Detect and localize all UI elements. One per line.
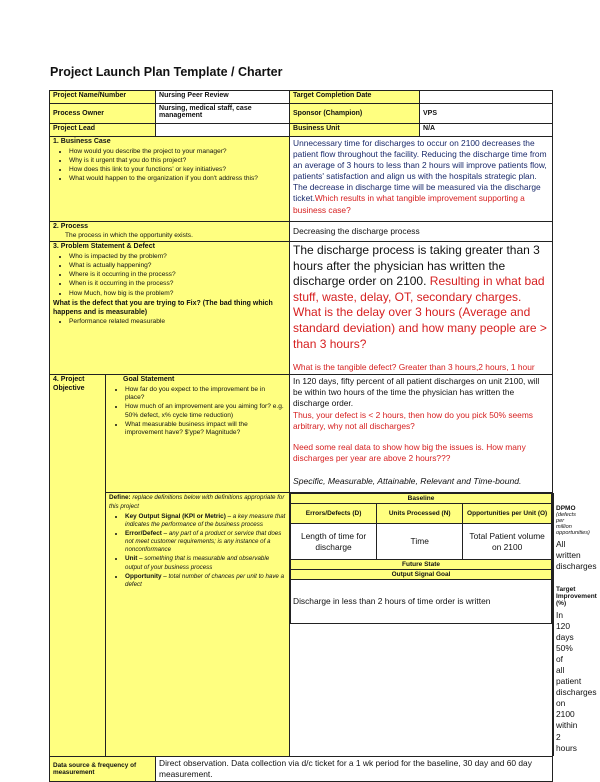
list-item: • How Much, how big is the problem? [69, 290, 286, 298]
list-item: • How much of an improvement are you aiming for? e.g. 50% defect, x% cycle time reduction) [125, 403, 286, 419]
objective-red-note-1: Thus, your defect is < 2 hours, then how do you pick 50% seems arbitrary, why not all discharges? [293, 409, 533, 431]
baseline-col-units: Units Processed (N) [377, 504, 463, 524]
list-item: • How would you describe the project to your manager? [69, 148, 286, 156]
problem-red-small: What is the tangible defect? Greater than 3 hours,2 hours, 1 hour [293, 362, 535, 373]
business-unit-label: Business Unit [290, 124, 420, 137]
process-text[interactable]: Decreasing the discharge process [290, 222, 553, 242]
list-item: • What is actually happening? [69, 262, 286, 270]
target-date-value[interactable] [420, 91, 553, 104]
project-name-label: Project Name/Number [50, 91, 156, 104]
baseline-units-value[interactable]: Time [377, 524, 463, 560]
business-case-label: 1. Business Case [53, 138, 111, 145]
baseline-opportunities-value[interactable]: Total Patient volume on 2100 [463, 524, 552, 560]
process-label: 2. Process [53, 223, 89, 230]
list-item: • What would happen to the organization if you don't address this? [69, 175, 286, 183]
project-lead-label: Project Lead [50, 124, 156, 137]
list-item: • Why is it urgent that you do this project? [69, 157, 286, 165]
list-item: • How does this link to your functions' or key initiatives? [69, 166, 286, 174]
output-signal-goal-value[interactable]: Discharge in less than 2 hours of time order is written [291, 580, 552, 624]
target-date-label: Target Completion Date [290, 91, 420, 104]
definition-desc: – total number of chances per unit to have a defect [125, 572, 285, 589]
define-label: Define: [109, 494, 131, 502]
objective-body: In 120 days, fifty percent of all patient discharges on unit 2100, will be within two hours of the time the physician has written the discharge order. [293, 376, 540, 409]
project-lead-value[interactable] [156, 124, 290, 137]
list-item: • Performance related measurable [69, 318, 286, 326]
problem-body: The discharge process is taking greater than 3 hours after the physician has written the discharge order on 2100. [293, 242, 540, 289]
business-case-red-note: Which results in what tangible improvement supporting a business case? [293, 193, 525, 215]
definitions-cell [106, 493, 290, 757]
baseline-title: Baseline [291, 494, 552, 504]
future-state-title: Future State [291, 560, 552, 570]
output-signal-goal-label: Output Signal Goal [291, 570, 552, 580]
problem-label: 3. Problem Statement & Defect [53, 242, 155, 250]
business-case-section [50, 137, 290, 222]
dpmo-label: DPMO [556, 505, 576, 513]
define-text: replace definitions below with definitions appropriate for this project [109, 494, 285, 510]
process-section [50, 222, 290, 242]
definition-desc: – any part of a product or service that does not meet customer requirements; is any instance of a nonconformance [125, 530, 282, 554]
sponsor-value[interactable]: VPS [420, 104, 553, 124]
data-source-value[interactable]: Direct observation. Data collection via d/c ticket for a 1 wk period for the baseline, 30 day and 60 day measurement. [156, 756, 553, 781]
defect-question: What is the defect that you are trying to Fix? (The bad thing which happens and is measurable) [53, 299, 273, 316]
definition-term: Unit [125, 555, 138, 563]
baseline-col-opportunities: Opportunities per Unit (O) [463, 504, 552, 524]
problem-text-cell[interactable] [290, 241, 553, 374]
list-item: • Who is impacted by the problem? [69, 253, 286, 261]
problem-red-note: Resulting in what bad stuff, waste, delay, OT, secondary charges. What is the delay over 3 hours (Average and standard deviation) and how many people are > than 3 hours? [293, 274, 547, 351]
business-case-body: Unnecessary time for discharges to occur on 2100 decreases the patient flow throughout the facility. Reducing the discharge time from an average of 3 hours to less than 2 hours will improve patients flow, patients' satisfaction and align us with the hospitals strategic plan. The decrease in discharge time will be measured via the discharge ticket. [293, 138, 547, 204]
list-item: • When is it occurring in the process? [69, 280, 286, 288]
baseline-defects-value[interactable]: Length of time for discharge [291, 524, 377, 560]
definition-term: Error/Defect [125, 530, 162, 538]
sponsor-label: Sponsor (Champion) [290, 104, 420, 124]
process-owner-label: Process Owner [50, 104, 156, 124]
definition-term: Opportunity [125, 572, 162, 580]
definition-term: Key Output Signal (KPI or Metric) [125, 512, 226, 520]
smart-criteria: Specific, Measurable, Attainable, Relevant and Time-bound. [293, 475, 522, 486]
objective-label-cell [50, 375, 106, 757]
objective-text-cell[interactable] [290, 375, 553, 493]
data-source-label: Data source & frequency of measurement [50, 756, 156, 781]
process-sub: The process in which the opportunity exists. [65, 231, 193, 239]
business-case-text[interactable] [290, 137, 553, 222]
problem-section [50, 241, 290, 374]
list-item: • How far do you expect to the improvement be in place? [125, 386, 286, 402]
definition-desc: – something that is measurable and observable output of your business process [125, 555, 270, 571]
definition-desc: – a key measure that indicates the performance of the business process [125, 512, 286, 528]
business-unit-value[interactable]: N/A [420, 124, 553, 137]
baseline-table [290, 493, 552, 624]
document-title: Project Launch Plan Template / Charter [50, 65, 283, 79]
list-item: • Where is it occurring in the process? [69, 271, 286, 279]
project-name-value[interactable]: Nursing Peer Review [156, 91, 290, 104]
process-owner-value[interactable]: Nursing, medical staff, case management [156, 104, 290, 124]
baseline-col-defects: Errors/Defects (D) [291, 504, 377, 524]
list-item: • What measurable business impact will the improvement have? $'ype? Magnitude? [125, 421, 286, 437]
goal-statement-label: Goal Statement [123, 376, 175, 384]
objective-label: 4. Project Objective [53, 376, 85, 392]
dpmo-table: DPMO (defects per million opportunities) All written discharges Target Improvement (%) In 120 days 50% of all patient discharges on 2100 within 2 hours [556, 505, 597, 753]
objective-red-note-2: Need some real data to show how big the issues is. How many discharges per year are above 2 hours??? [293, 441, 526, 463]
goal-statement-cell [106, 375, 290, 493]
charter-table [49, 90, 597, 782]
